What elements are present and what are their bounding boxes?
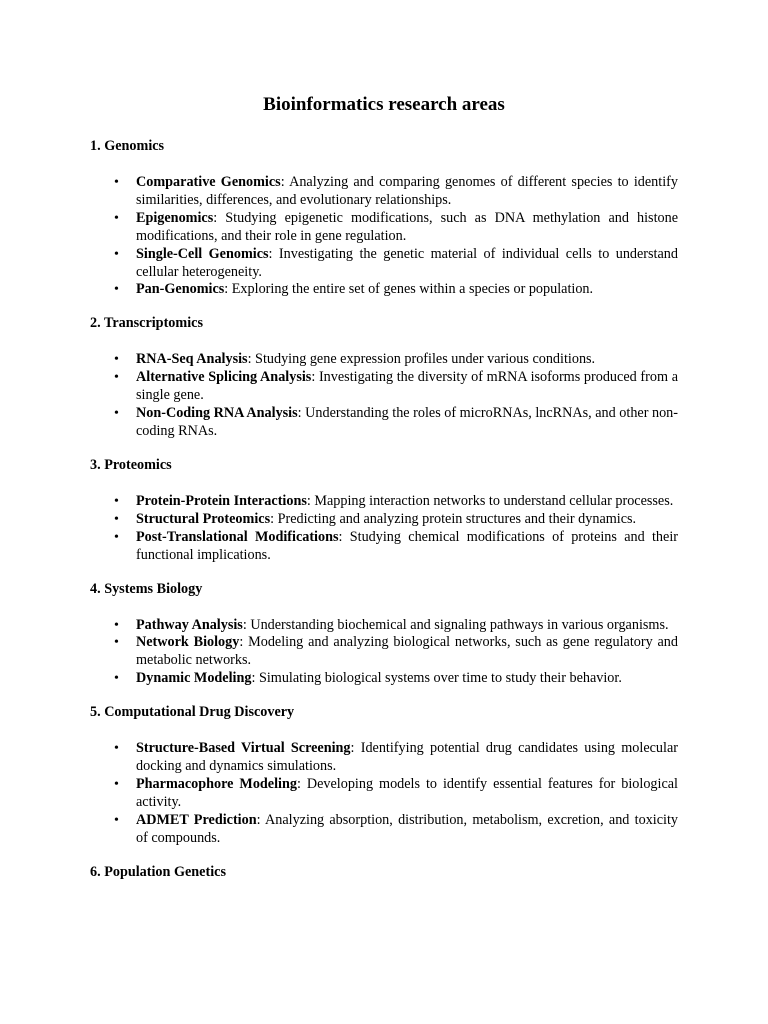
page-title: Bioinformatics research areas [263, 94, 505, 115]
list-item [90, 670, 678, 688]
item-description: : Understanding the roles of microRNAs, lncRNAs, and other non-coding RNAs. [136, 405, 678, 439]
section-heading [90, 704, 678, 722]
item-term: Non-Coding RNA Analysis [136, 405, 298, 422]
section [90, 864, 678, 882]
section-title: Population Genetics [104, 863, 226, 880]
item-description: : Modeling and analyzing biological networks, such as gene regulatory and metabolic networks. [136, 634, 678, 669]
section-number: 3. [90, 456, 101, 473]
list-item [90, 812, 678, 848]
item-description: : Developing models to identify essential features for biological activity. [136, 775, 678, 810]
bullet-icon: • [114, 246, 119, 262]
item-term: Structural Proteomics [136, 510, 271, 527]
list-item [90, 634, 678, 670]
bullet-list [90, 493, 678, 565]
item-description: : Identifying potential drug candidates using molecular docking and dynamics simulations. [136, 740, 678, 775]
bullet-icon: • [114, 529, 119, 545]
item-term: Pathway Analysis [136, 616, 243, 633]
bullet-icon: • [114, 635, 119, 651]
bullet-icon: • [114, 352, 119, 368]
section-title: Genomics [104, 138, 165, 154]
list-item [90, 493, 678, 511]
item-term: Alternative Splicing Analysis [136, 369, 312, 386]
item-description: : Investigating the genetic material of individual cells to understand cellular heterogeneity. [136, 245, 678, 280]
item-description: : Understanding biochemical and signaling pathways in various organisms. [242, 616, 669, 633]
section-title: Proteomics [104, 456, 172, 473]
section [90, 138, 678, 299]
list-item [90, 617, 678, 635]
item-description: : Exploring the entire set of genes within a species or population. [224, 281, 594, 298]
item-description: : Investigating the diversity of mRNA isoforms produced from a single gene. [136, 369, 678, 404]
item-description: : Predicting and analyzing protein structures and their dynamics. [270, 510, 637, 527]
bullet-icon: • [114, 210, 119, 226]
bullet-icon: • [114, 493, 119, 509]
bullet-icon: • [114, 617, 119, 633]
section-heading [90, 138, 678, 156]
item-term: Epigenomics [136, 209, 214, 226]
bullet-icon: • [114, 776, 119, 792]
item-description: : Mapping interaction networks to understand cellular processes. [306, 492, 674, 509]
section-number: 6. [90, 863, 101, 880]
item-description: : Analyzing and comparing genomes of different species to identify similarities, differences, and evolutionary relationships. [136, 174, 678, 208]
bullet-icon: • [114, 282, 119, 298]
bullet-list [90, 351, 678, 441]
item-term: Pan-Genomics [136, 281, 225, 298]
item-term: Structure-Based Virtual Screening [136, 740, 351, 757]
bullet-icon: • [114, 370, 119, 386]
list-item [90, 511, 678, 529]
section-heading [90, 315, 678, 333]
list-item [90, 351, 678, 369]
bullet-list [90, 617, 678, 689]
item-description: : Simulating biological systems over time to study their behavior. [251, 670, 622, 687]
item-term: Dynamic Modeling [136, 670, 252, 687]
bullet-list [90, 740, 678, 847]
item-term: RNA-Seq Analysis [136, 351, 248, 368]
section [90, 315, 678, 441]
item-term: Pharmacophore Modeling [136, 775, 297, 792]
list-item [90, 369, 678, 405]
bullet-icon: • [114, 812, 119, 828]
bullet-icon: • [114, 406, 119, 422]
list-item [90, 174, 678, 210]
bullet-list [90, 174, 678, 299]
item-description: : Analyzing absorption, distribution, metabolism, excretion, and toxicity of compounds. [136, 811, 678, 846]
list-item [90, 281, 678, 299]
item-description: : Studying gene expression profiles under various conditions. [247, 351, 596, 368]
item-term: Protein-Protein Interactions [136, 492, 307, 509]
list-item [90, 776, 678, 812]
item-description: : Studying chemical modifications of proteins and their functional implications. [136, 528, 678, 563]
section-title: Computational Drug Discovery [104, 704, 295, 721]
list-item [90, 529, 678, 565]
list-item [90, 246, 678, 282]
item-term: Network Biology [136, 634, 240, 651]
section-number: 5. [90, 704, 101, 721]
item-term: ADMET Prediction [136, 811, 257, 828]
item-term: Comparative Genomics [136, 174, 281, 190]
section [90, 704, 678, 847]
bullet-icon: • [114, 741, 119, 757]
section-title: Transcriptomics [103, 315, 203, 332]
bullet-icon: • [114, 671, 119, 687]
section [90, 581, 678, 689]
document-body [90, 138, 678, 900]
section [90, 457, 678, 565]
list-item [90, 405, 678, 441]
item-term: Post-Translational Modifications [136, 528, 339, 545]
list-item [90, 740, 678, 776]
section-heading [90, 581, 678, 599]
section-number: 1. [90, 138, 101, 154]
item-term: Single-Cell Genomics [136, 245, 269, 262]
section-heading [90, 864, 678, 882]
list-item [90, 210, 678, 246]
bullet-icon: • [114, 511, 119, 527]
bullet-icon: • [114, 175, 119, 190]
section-number: 4. [90, 580, 101, 597]
section-heading [90, 457, 678, 475]
section-title: Systems Biology [104, 580, 203, 597]
section-number: 2. [90, 315, 101, 332]
item-description: : Studying epigenetic modifications, such as DNA methylation and histone modifications, and their role in gene regulation. [136, 209, 678, 244]
